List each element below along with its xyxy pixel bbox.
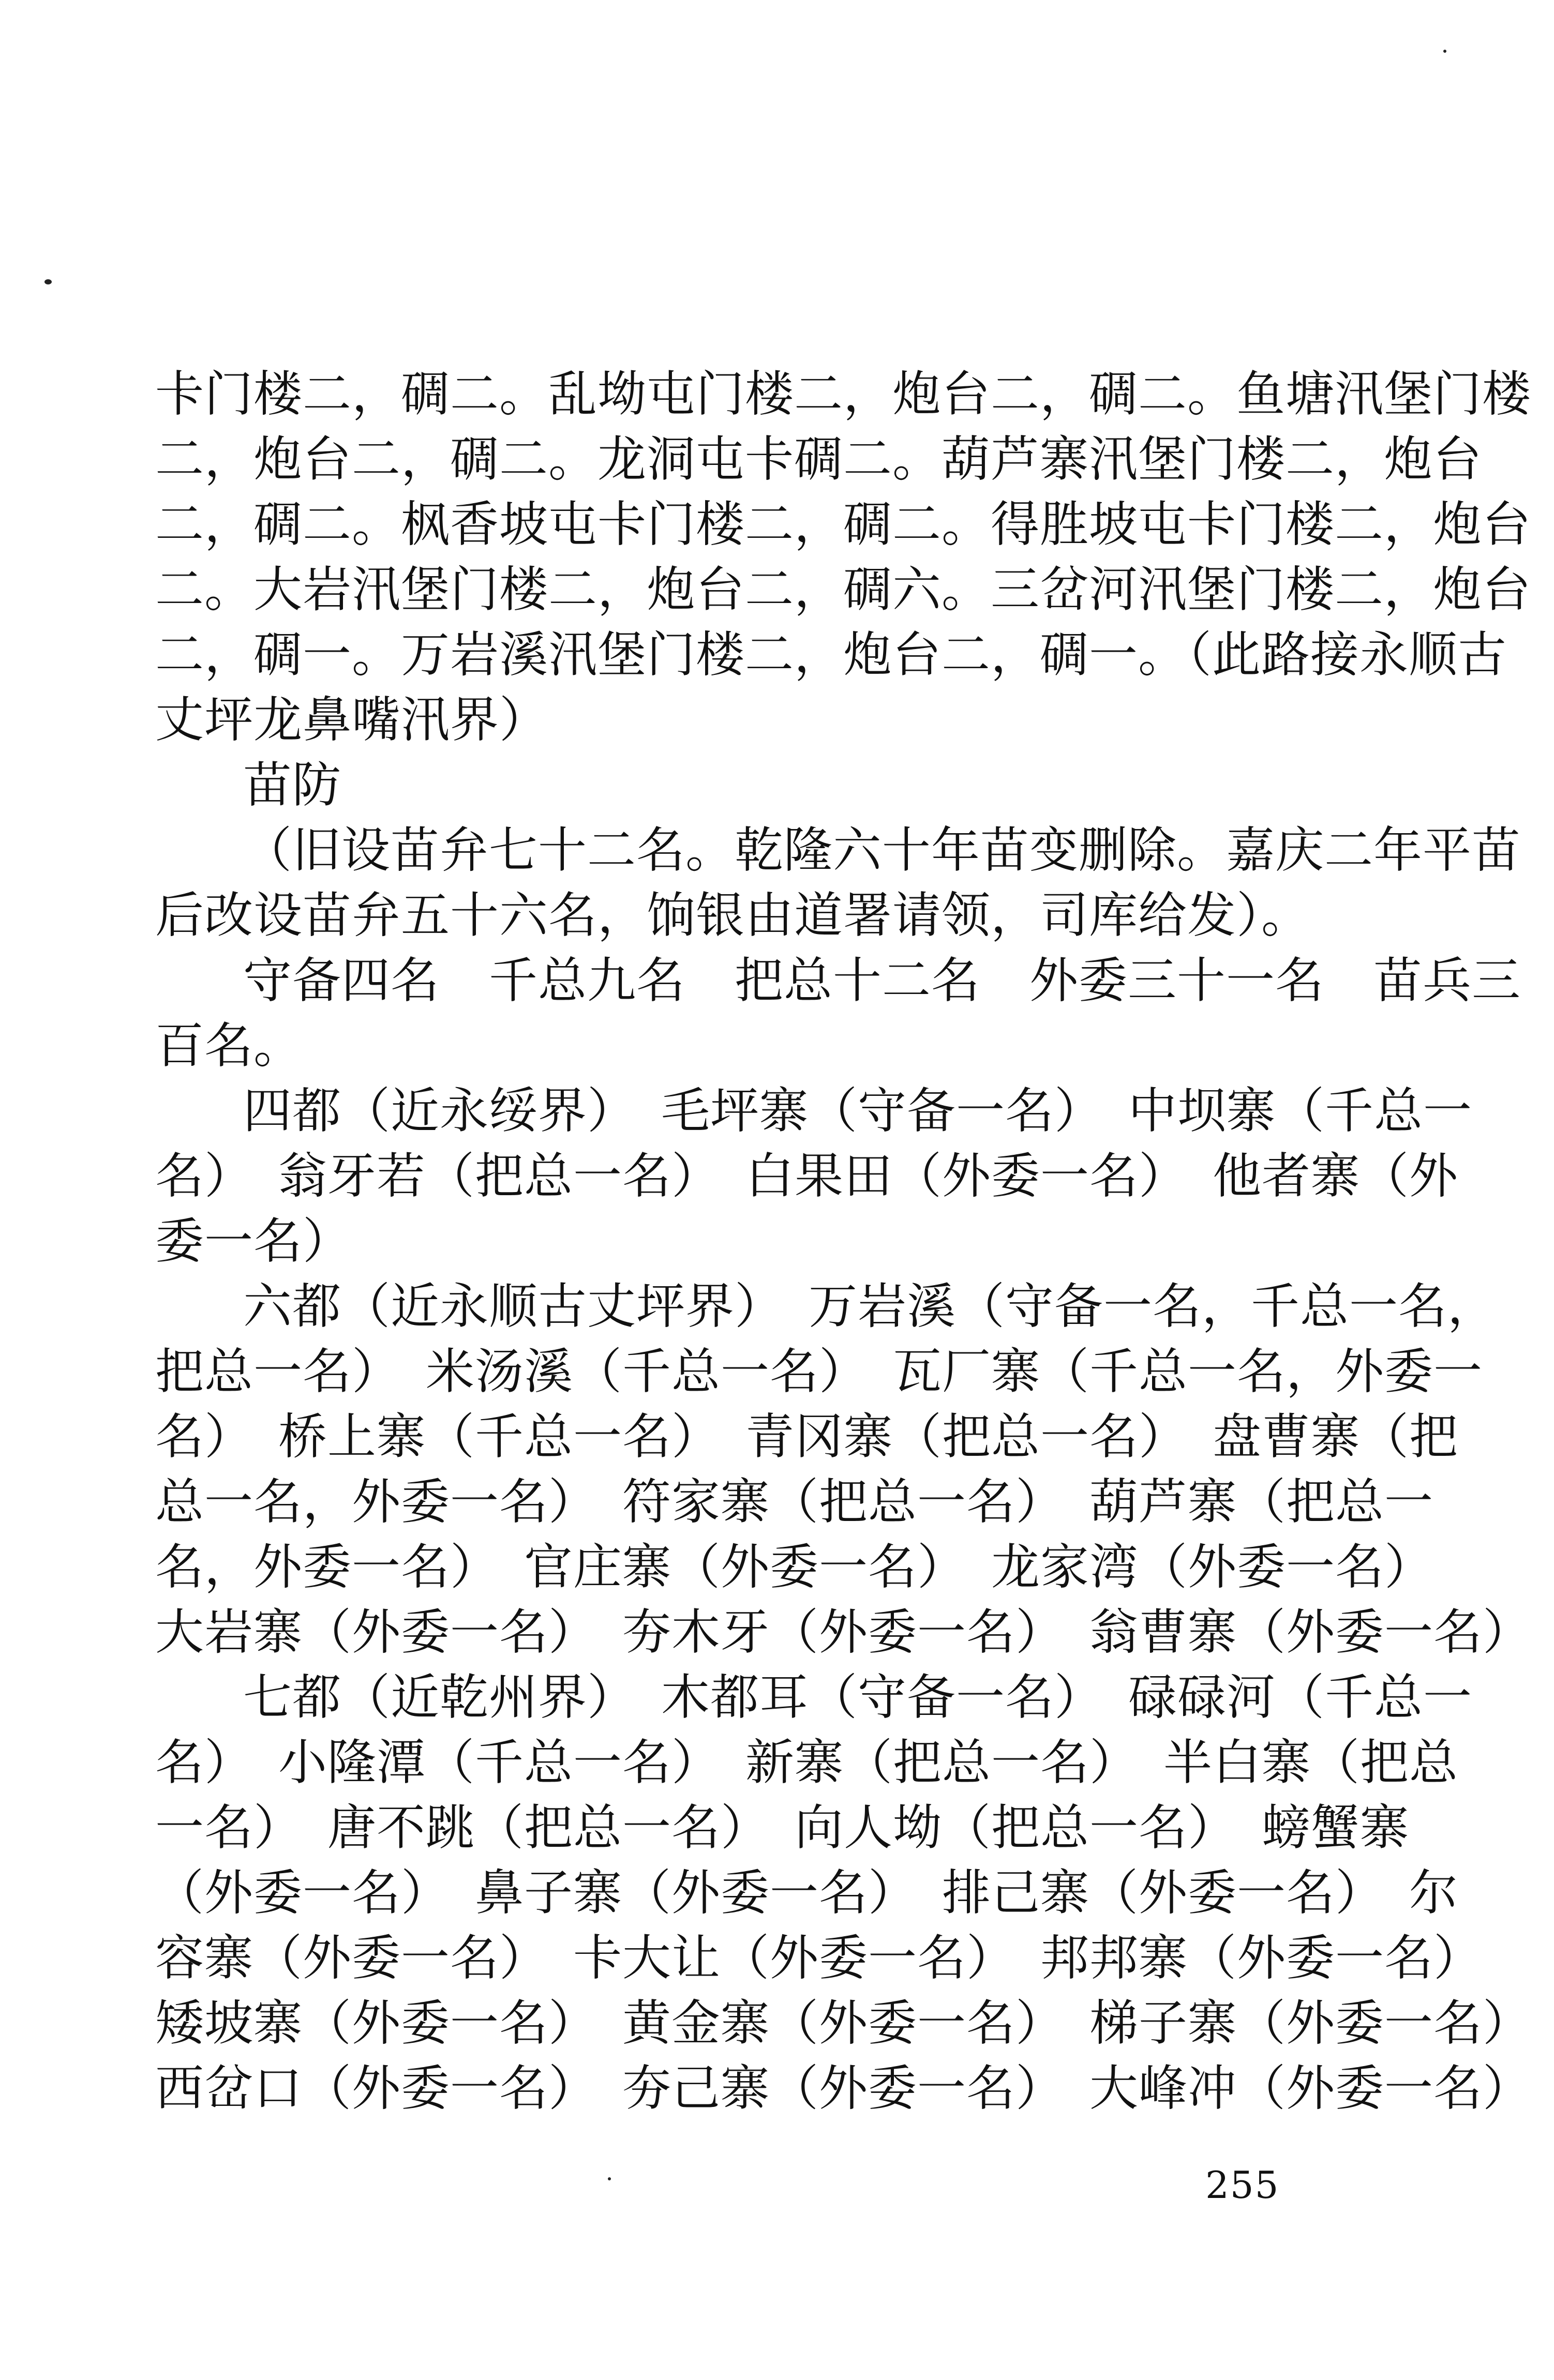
text-line: 矮坡寨（外委一名） 黄金寨（外委一名） 梯子寨（外委一名） xyxy=(155,1995,1532,2052)
text-line: 六都（近永顺古丈坪界） 万岩溪（守备一名，千总一名， xyxy=(243,1278,1497,1335)
page-number: 255 xyxy=(1205,2163,1280,2207)
text-line: 容寨（外委一名） 卡大让（外委一名） 邦邦寨（外委一名） xyxy=(155,1930,1483,1986)
text-line: 四都（近永绥界） 毛坪寨（守备一名） 中坝寨（千总一 xyxy=(243,1083,1473,1139)
body-text xyxy=(155,362,1532,2121)
text-line: 总一名，外委一名） 符家寨（把总一名） 葫芦寨（把总一 xyxy=(155,1474,1434,1530)
text-line: 后改设苗弁五十六名，饷银由道署请领，司库给发）。 xyxy=(155,887,1311,944)
text-line: 二，炮台二，碉二。龙洞屯卡碉二。葫芦寨汛堡门楼二，炮台 xyxy=(155,431,1483,488)
text-line: 名） 翁牙若（把总一名） 白果田（外委一名） 他者寨（外 xyxy=(155,1148,1459,1204)
text-line: 大岩寨（外委一名） 夯木牙（外委一名） 翁曹寨（外委一名） xyxy=(155,1604,1532,1661)
text-line: （外委一名） 鼻子寨（外委一名） 排己寨（外委一名） 尔 xyxy=(155,1865,1459,1921)
text-line: 卡门楼二，碉二。乱坳屯门楼二，炮台二，碉二。鱼塘汛堡门楼 xyxy=(155,366,1532,423)
text-line: 七都（近乾州界） 木都耳（守备一名） 碌碌河（千总一 xyxy=(243,1669,1473,1726)
text-line: 名） 桥上寨（千总一名） 青冈寨（把总一名） 盘曹寨（把 xyxy=(155,1409,1459,1465)
text-line: 西岔口（外委一名） 夯己寨（外委一名） 大峰冲（外委一名） xyxy=(155,2060,1532,2117)
scan-speck xyxy=(608,2177,611,2180)
text-line: 委一名） xyxy=(155,1213,352,1270)
text-line: 一名） 唐不跳（把总一名） 向人坳（把总一名） 螃蟹寨 xyxy=(155,1800,1410,1856)
scan-speck xyxy=(44,279,52,284)
text-line: 二。大岩汛堡门楼二，炮台二，碉六。三岔河汛堡门楼二，炮台 xyxy=(155,562,1532,618)
text-line: 把总一名） 米汤溪（千总一名） 瓦厂寨（千总一名，外委一 xyxy=(155,1344,1483,1400)
section-heading-miaofang: 苗防 xyxy=(243,757,342,814)
text-line: 二，碉二。枫香坡屯卡门楼二，碉二。得胜坡屯卡门楼二，炮台 xyxy=(155,496,1532,553)
text-line: 二，碉一。万岩溪汛堡门楼二，炮台二，碉一。（此路接永顺古 xyxy=(155,627,1507,683)
text-line: 守备四名 千总九名 把总十二名 外委三十一名 苗兵三 xyxy=(243,953,1521,1009)
text-line: 名） 小隆潭（千总一名） 新寨（把总一名） 半白寨（把总 xyxy=(155,1735,1459,1791)
text-line: 丈坪龙鼻嘴汛界） xyxy=(155,692,549,748)
text-line: 百名。 xyxy=(155,1018,303,1074)
scan-speck xyxy=(1443,50,1446,53)
text-line: 名，外委一名） 官庄寨（外委一名） 龙家湾（外委一名） xyxy=(155,1539,1434,1595)
text-line: （旧设苗弁七十二名。乾隆六十年苗变删除。嘉庆二年平苗 xyxy=(243,822,1521,879)
